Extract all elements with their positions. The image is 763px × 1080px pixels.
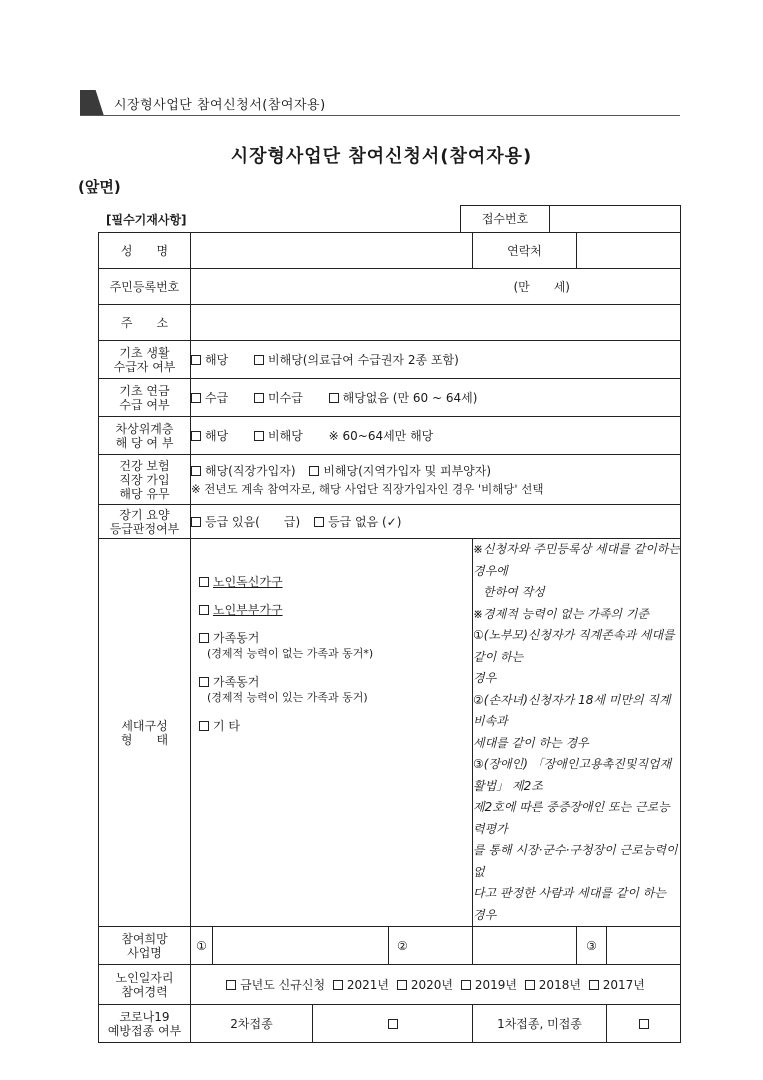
covid-1st-dose-checkbox-cell <box>607 1005 681 1043</box>
job-history-options <box>191 965 681 1005</box>
near-poverty-label: 차상위계층 해 당 여 부 <box>99 417 191 455</box>
checkbox[interactable] <box>191 431 201 441</box>
desired-project-field-2[interactable] <box>473 927 577 965</box>
desired-project-row <box>99 927 681 965</box>
desired-project-num-1: ① <box>191 927 213 965</box>
note-line: 다고 판정한 사람과 세대를 같이 하는 경우 <box>473 886 666 922</box>
near-poverty-row <box>99 417 681 455</box>
option-label: 가족동거 <box>213 631 260 645</box>
option-label: 해당 <box>205 353 229 367</box>
desired-project-num-3: ③ <box>577 927 607 965</box>
long-term-care-options <box>191 505 681 539</box>
address-field[interactable] <box>191 305 681 341</box>
option-label: 2021년 <box>346 978 390 992</box>
option-label: 비해당(의료급여 수급권자 2종 포함) <box>268 353 459 367</box>
basic-living-row <box>99 341 681 379</box>
basic-pension-options <box>191 379 681 417</box>
checkbox[interactable] <box>191 466 201 476</box>
option-sub-label: (경제적 능력이 있는 가족과 동거) <box>207 691 368 704</box>
note-line: ①(노부모)신청자가 직계존속과 세대를 같이 하는 <box>473 628 675 664</box>
address-row <box>99 305 681 341</box>
running-header-text: 시장형사업단 참여신청서(참여자용) <box>114 98 326 113</box>
resident-number-row <box>99 269 681 305</box>
checkbox[interactable] <box>254 431 264 441</box>
option-label: 수급 <box>205 391 229 405</box>
receipt-number-box <box>460 205 681 233</box>
household-option-1 <box>199 573 472 601</box>
note-line: 한하여 작성 <box>483 585 545 599</box>
health-insurance-note: ※ 전년도 계속 참여자로, 해당 사업단 직장가입자인 경우 '비해당' 선택 <box>191 481 544 496</box>
receipt-number-label: 접수번호 <box>461 206 550 232</box>
age-text: (만 세) <box>513 280 570 294</box>
checkbox[interactable] <box>191 393 201 403</box>
checkbox[interactable] <box>191 355 201 365</box>
household-option-5 <box>199 717 472 741</box>
note-line: ※신청자와 주민등록상 세대를 같이하는 경우에 <box>473 542 680 578</box>
application-form-table <box>98 232 681 1043</box>
household-option-3 <box>199 629 472 673</box>
checkbox[interactable] <box>333 980 343 990</box>
contact-field[interactable] <box>577 233 681 269</box>
front-side-label: (앞면) <box>78 178 121 196</box>
note-line: ③(장애인) 「장애인고용촉진및직업재활법」 제2조 <box>473 757 672 793</box>
near-poverty-note: ※ 60~64세만 해당 <box>328 429 434 443</box>
option-label: 노인부부가구 <box>213 603 283 617</box>
document-title: 시장형사업단 참여신청서(참여자용) <box>230 146 533 167</box>
option-label: 2017년 <box>602 978 645 992</box>
checkbox[interactable] <box>314 517 324 527</box>
checkbox[interactable] <box>461 980 471 990</box>
checkbox[interactable] <box>199 677 209 687</box>
checkbox[interactable] <box>226 980 236 990</box>
header-rule <box>80 115 680 116</box>
option-label: 비해당(지역가입자 및 피부양자) <box>323 463 492 478</box>
option-label: 2018년 <box>538 978 581 992</box>
long-term-care-label: 장기 요양 등급판정여부 <box>99 505 191 539</box>
option-label: 기 타 <box>213 719 240 733</box>
checkbox[interactable] <box>199 605 209 615</box>
health-insurance-options <box>191 455 681 505</box>
desired-project-field-3[interactable] <box>607 927 681 965</box>
desired-project-num-2: ② <box>389 927 473 965</box>
option-label: 해당(직장가입자) <box>205 463 296 478</box>
checkbox[interactable] <box>254 393 264 403</box>
covid-option-1st-or-none: 1차접종, 미접종 <box>473 1005 607 1043</box>
desired-project-field-1[interactable] <box>213 927 389 965</box>
covid-2nd-dose-checkbox-cell <box>313 1005 473 1043</box>
resident-number-field[interactable] <box>191 269 681 305</box>
option-label: 비해당 <box>268 429 303 443</box>
job-history-row <box>99 965 681 1005</box>
name-label: 성 명 <box>99 233 191 269</box>
checkbox[interactable] <box>397 980 407 990</box>
near-poverty-options <box>191 417 681 455</box>
job-history-label: 노인일자리 참여경력 <box>99 965 191 1005</box>
option-sub-label: (경제적 능력이 없는 가족과 동거*) <box>207 647 374 660</box>
note-line: 세대를 같이 하는 경우 <box>473 735 589 750</box>
household-criteria-note <box>473 539 681 927</box>
basic-pension-label: 기초 연금 수급 여부 <box>99 379 191 417</box>
household-label: 세대구성 형 태 <box>99 539 191 927</box>
option-label: 등급 없음 (✓) <box>327 515 402 529</box>
checkbox[interactable] <box>199 633 209 643</box>
checkbox[interactable] <box>589 980 599 990</box>
checkbox[interactable] <box>191 517 201 527</box>
required-fields-label: [필수기재사항] <box>106 213 187 227</box>
basic-living-options <box>191 341 681 379</box>
contact-label: 연락처 <box>473 233 577 269</box>
checkbox[interactable] <box>254 355 264 365</box>
health-insurance-label: 건강 보험 직장 가입 해당 유무 <box>99 455 191 505</box>
covid-option-2nd-dose: 2차접종 <box>191 1005 313 1043</box>
option-label: 2020년 <box>410 978 453 992</box>
household-options <box>191 539 473 927</box>
checkbox[interactable] <box>199 721 209 731</box>
household-option-4 <box>199 673 472 717</box>
covid-vaccine-row <box>99 1005 681 1043</box>
option-label: 2019년 <box>474 978 517 992</box>
health-insurance-choices <box>191 462 680 480</box>
note-line: ※경제적 능력이 없는 가족의 기준 <box>473 606 650 621</box>
name-field[interactable] <box>191 233 473 269</box>
option-label: 해당 <box>205 429 229 443</box>
household-row <box>99 539 681 927</box>
note-line: ②(손자녀)신청자가 18세 미만의 직계비속과 <box>473 692 671 728</box>
option-label: 해당없음 (만 60 ~ 64세) <box>342 391 478 405</box>
checkbox[interactable] <box>639 1019 649 1029</box>
checkbox[interactable] <box>525 980 535 990</box>
desired-project-label: 참여희망 사업명 <box>99 927 191 965</box>
note-line: 를 통해 시장·군수·구청장이 근로능력이 없 <box>473 843 678 879</box>
note-line: 경우 <box>473 671 497 685</box>
header-tab-marker <box>80 90 104 116</box>
checkbox[interactable] <box>309 466 319 476</box>
health-insurance-row <box>99 455 681 505</box>
option-label: 금년도 신규신청 <box>240 978 326 992</box>
basic-pension-row <box>99 379 681 417</box>
resident-number-label: 주민등록번호 <box>99 269 191 305</box>
checkbox[interactable] <box>199 577 209 587</box>
name-row <box>99 233 681 269</box>
basic-living-label: 기초 생활 수급자 여부 <box>99 341 191 379</box>
covid-vaccine-label: 코로나19 예방접종 여부 <box>99 1005 191 1043</box>
address-label: 주 소 <box>99 305 191 341</box>
long-term-care-row <box>99 505 681 539</box>
running-header <box>80 90 680 116</box>
checkbox[interactable] <box>329 393 339 403</box>
option-label: 등급 있음( 급) <box>205 515 301 529</box>
household-option-2 <box>199 601 472 629</box>
option-label: 가족동거 <box>213 675 260 689</box>
note-line: 제2호에 따른 중증장애인 또는 근로능력평가 <box>473 800 670 836</box>
option-label: 미수급 <box>268 391 303 405</box>
option-label: 노인독신가구 <box>213 575 283 589</box>
checkbox[interactable] <box>388 1019 398 1029</box>
